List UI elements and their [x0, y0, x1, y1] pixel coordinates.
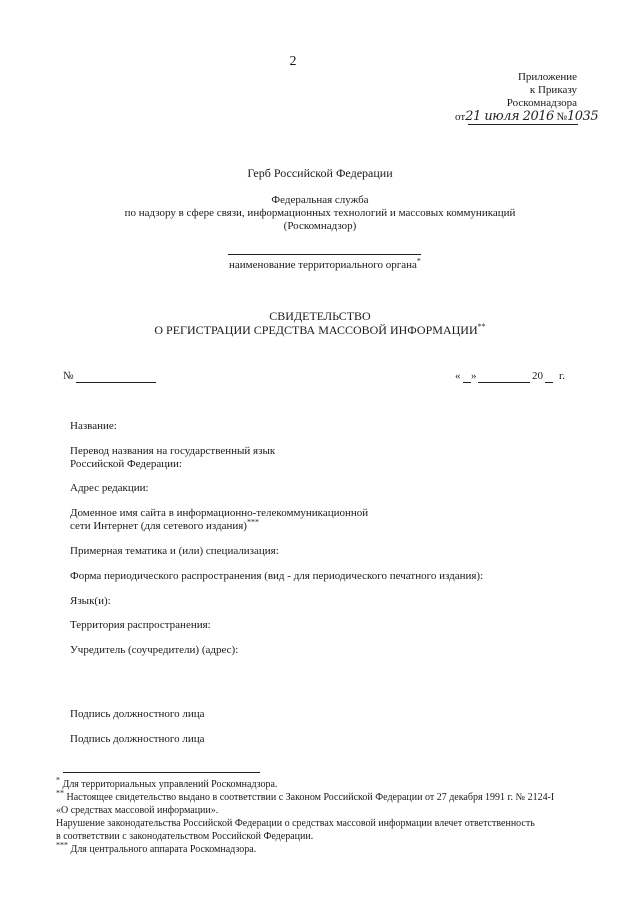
- footnote-separator: [63, 772, 260, 773]
- date-year-prefix: 20: [532, 370, 543, 382]
- certificate-number-label: №: [63, 370, 74, 382]
- appendix-line3: Роскомнадзора: [506, 97, 577, 109]
- date-day-field: [463, 382, 471, 383]
- footnote-2d: в соответствии с законодательством Российской Федерации.: [56, 831, 314, 842]
- appendix-date-prefix: от: [455, 111, 466, 123]
- appendix-date-line: [455, 110, 598, 124]
- appendix-number-prefix: №: [556, 111, 568, 123]
- field-territory: Территория распространения:: [70, 619, 211, 631]
- footnote-ref-2: **: [477, 322, 486, 331]
- agency-line1: Федеральная служба: [271, 194, 369, 206]
- field-name: Название:: [70, 420, 117, 432]
- footnote-2b: «О средствах массовой информации».: [56, 805, 219, 816]
- date-year-field: [545, 382, 553, 383]
- appendix-line1: Приложение: [517, 71, 577, 83]
- signature-1: Подпись должностного лица: [70, 708, 205, 720]
- field-periodicity: Форма периодического распространения (вид - для периодического печатного издания):: [70, 570, 484, 582]
- field-translation-line2: Российской Федерации:: [70, 458, 182, 470]
- appendix-date-underline: [468, 124, 578, 125]
- footnote-2a: ** Настоящее свидетельство выдано в соответствии с Законом Российской Федерации от 27 декабря 1991 г. № 2124-I: [56, 788, 555, 803]
- date-close-quote: »: [471, 370, 477, 382]
- signature-2: Подпись должностного лица: [70, 733, 205, 745]
- coat-of-arms-label: Герб Российской Федерации: [247, 166, 393, 180]
- appendix-number-handwritten: 1035: [567, 109, 599, 124]
- field-founder: Учредитель (соучредители) (адрес):: [70, 644, 239, 656]
- field-address: Адрес редакции:: [70, 482, 149, 494]
- territorial-label: наименование территориального органа*: [229, 256, 421, 271]
- page-number: 2: [289, 54, 297, 69]
- appendix-date-handwritten: 21 июля 2016: [465, 109, 554, 124]
- date-year-suffix: г.: [559, 370, 566, 382]
- footnote-ref-3: ***: [246, 517, 259, 527]
- field-languages: Язык(и):: [70, 595, 111, 607]
- field-domain-line2: сети Интернет (для сетевого издания)***: [70, 517, 259, 532]
- agency-line2: по надзору в сфере связи, информационных технологий и массовых коммуникаций: [124, 207, 516, 219]
- field-translation-line1: Перевод названия на государственный язык: [70, 445, 276, 457]
- certificate-title: СВИДЕТЕЛЬСТВО: [269, 309, 371, 323]
- date-open-quote: «: [455, 370, 461, 382]
- certificate-subtitle: О РЕГИСТРАЦИИ СРЕДСТВА МАССОВОЙ ИНФОРМАЦИИ**: [154, 322, 486, 337]
- territorial-underline: [228, 254, 421, 255]
- appendix-line2: к Приказу: [529, 84, 577, 96]
- footnote-2c: Нарушение законодательства Российской Федерации о средствах массовой информации влечет ответственность: [56, 818, 535, 829]
- agency-line3: (Роскомнадзор): [283, 220, 357, 232]
- certificate-number-field: [76, 382, 156, 383]
- date-month-field: [478, 382, 530, 383]
- field-domain-line1: Доменное имя сайта в информационно-телекоммуникационной: [70, 507, 369, 519]
- footnote-1: * Для территориальных управлений Роскомнадзора.: [56, 775, 278, 790]
- footnote-3: *** Для центрального аппарата Роскомнадзора.: [56, 840, 257, 855]
- footnote-ref-1: *: [416, 256, 421, 266]
- field-topics: Примерная тематика и (или) специализация:: [70, 545, 279, 557]
